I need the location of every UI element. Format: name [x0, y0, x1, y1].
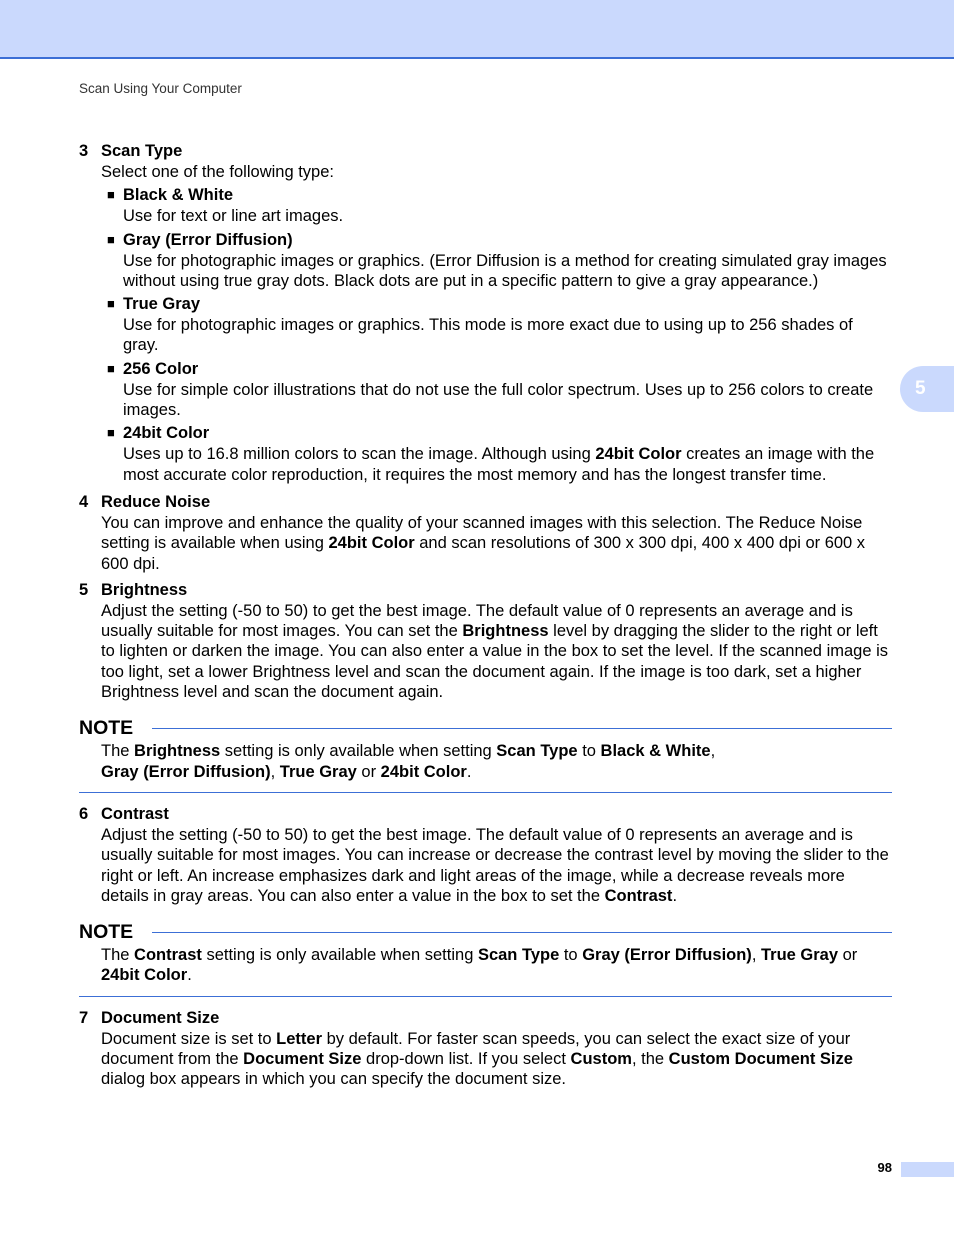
square-bullet-icon: ■	[107, 231, 115, 247]
note-body	[101, 945, 892, 986]
step-number: 3	[79, 142, 89, 160]
text-run: ,	[751, 946, 761, 965]
text-run: by default. For faster scan speeds, you can select the exact size of your document from the	[101, 1029, 851, 1069]
bullet-gray-error-diffusion	[107, 229, 892, 251]
bullet-text	[123, 444, 892, 485]
bold-term: True Gray	[760, 946, 839, 965]
note-body	[101, 741, 892, 782]
bullet-true-gray	[107, 293, 892, 315]
text-run: .	[672, 886, 678, 905]
running-head: Scan Using Your Computer	[79, 81, 242, 96]
bold-term: Brightness	[462, 622, 549, 641]
bold-term: Scan Type	[496, 742, 578, 761]
step-title: Document Size	[101, 1008, 220, 1027]
step-number: 6	[79, 804, 89, 823]
note-contrast	[79, 920, 892, 997]
bold-term: 24bit Color	[328, 534, 415, 553]
bold-term: Custom	[570, 1050, 632, 1069]
step-contrast	[79, 803, 892, 825]
bold-term: 24bit Color	[380, 762, 467, 781]
step-number: 4	[79, 492, 89, 511]
bullet-title: Black & White	[123, 186, 234, 205]
square-bullet-icon: ■	[107, 296, 115, 312]
text-run: to	[559, 946, 583, 965]
square-bullet-icon: ■	[107, 425, 115, 441]
text-run: dialog box appears in which you can specify the document size.	[101, 1070, 567, 1089]
step-title: Reduce Noise	[101, 492, 211, 511]
bold-term: 24bit Color	[101, 966, 188, 985]
bold-term: Brightness	[134, 742, 221, 761]
bullet-title: 24bit Color	[123, 424, 210, 443]
note-title: NOTE	[79, 717, 134, 740]
bold-term: Contrast	[604, 886, 673, 905]
bullet-title: Gray (Error Diffusion)	[123, 230, 293, 249]
step-brightness	[79, 579, 892, 601]
scan-type-intro: Select one of the following type:	[101, 163, 334, 181]
bold-term: Gray (Error Diffusion)	[101, 762, 271, 781]
bullet-black-white	[107, 184, 892, 206]
step-title: Contrast	[101, 804, 169, 823]
text-run: drop-down list. If you select	[361, 1050, 571, 1069]
reduce-noise-text	[101, 513, 892, 574]
step-reduce-noise	[79, 491, 892, 513]
text-run: or	[356, 762, 381, 781]
brightness-text	[101, 601, 892, 702]
header-band	[0, 0, 954, 59]
text-run: to	[577, 742, 601, 761]
step-title: Scan Type	[101, 142, 183, 160]
note-header	[79, 716, 892, 740]
square-bullet-icon: ■	[107, 187, 115, 203]
note-end-rule	[79, 996, 892, 997]
bold-term: Gray (Error Diffusion)	[582, 946, 752, 965]
note-rule	[152, 932, 892, 933]
bold-term: Scan Type	[477, 946, 560, 965]
text-run: , the	[631, 1050, 669, 1069]
text-run: Uses up to 16.8 million colors to scan the image. Although using	[123, 445, 596, 464]
chapter-tab[interactable]: 5	[900, 366, 954, 412]
text-run: The	[101, 742, 135, 761]
bold-term: Black & White	[600, 742, 711, 761]
text-run: .	[466, 762, 472, 781]
text-run: level by dragging the slider to the right or left to lighten or darken the image. You can also enter a value in the box to set the level. If the scanned image is too light, set a lower Brightness level and scan the document again. If the image is too dark, set a higher Brightness level and scan the document again.	[101, 622, 889, 702]
bold-term: Letter	[276, 1029, 322, 1048]
bullet-256-color	[107, 358, 892, 380]
step-title: Brightness	[101, 580, 188, 599]
text-run: ,	[710, 742, 716, 761]
bullet-text: Use for photographic images or graphics. This mode is more exact due to using up to 256 shades of gray.	[123, 316, 853, 355]
footer-bar	[901, 1162, 954, 1177]
bullet-title: 256 Color	[123, 359, 199, 378]
step-scan-type	[79, 140, 892, 162]
text-run: Adjust the setting (-50 to 50) to get the best image. The default value of 0 represents an average and is usually suitable for most images. You can increase or decrease the contrast level by moving the slider to the right or left. An increase emphasizes dark and light areas of the image, while a decrease reveals more details in gray areas. You can also enter a value in the box to set the	[101, 825, 889, 905]
text-run: and scan resolutions of 300 x 300 dpi, 400 x 400 dpi or 600 x 600 dpi.	[101, 534, 866, 573]
bold-term: Custom Document Size	[668, 1050, 853, 1069]
text-run: or	[838, 946, 858, 965]
note-end-rule	[79, 792, 892, 793]
bullet-text: Use for text or line art images.	[123, 207, 344, 226]
note-brightness	[79, 716, 892, 793]
page-content	[79, 136, 892, 1090]
bold-term: True Gray	[279, 762, 357, 781]
text-run: The	[101, 946, 135, 965]
step-number: 5	[79, 580, 89, 599]
contrast-text	[101, 825, 892, 906]
bullet-title: True Gray	[123, 295, 201, 314]
step-number: 7	[79, 1008, 89, 1027]
bold-term: Document Size	[243, 1050, 362, 1069]
bullet-text: Use for simple color illustrations that do not use the full color spectrum. Uses up to 256 colors to create images.	[123, 380, 874, 420]
note-header	[79, 920, 892, 944]
bullet-text: Use for photographic images or graphics. (Error Diffusion is a method for creating simulated gray images without using true gray dots. Black dots are put in a specific pattern to give a gray appearance.)	[123, 251, 887, 290]
document-size-text	[101, 1029, 892, 1090]
square-bullet-icon: ■	[107, 360, 115, 376]
page-number: 98	[877, 1160, 892, 1175]
note-title: NOTE	[79, 921, 134, 944]
text-run: You can improve and enhance the quality of your scanned images with this selection. The Reduce Noise setting is available when using	[101, 513, 863, 553]
bold-term: Contrast	[134, 946, 202, 965]
note-rule	[152, 728, 892, 729]
step-document-size	[79, 1007, 892, 1029]
bullet-24bit-color	[107, 422, 892, 444]
text-run: setting is only available when setting	[201, 946, 478, 965]
bold-term: 24bit Color	[595, 445, 682, 464]
text-run: setting is only available when setting	[220, 742, 497, 761]
text-run: Document size is set to	[101, 1029, 277, 1048]
text-run: .	[187, 966, 192, 985]
text-run: ,	[270, 762, 280, 781]
text-run: Adjust the setting (-50 to 50) to get the best image. The default value of 0 represents an average and is usually suitable for most images. You can set the	[101, 601, 853, 641]
text-run: creates an image with the most accurate color reproduction, it requires the most memory and has the longest transfer time.	[123, 445, 875, 484]
